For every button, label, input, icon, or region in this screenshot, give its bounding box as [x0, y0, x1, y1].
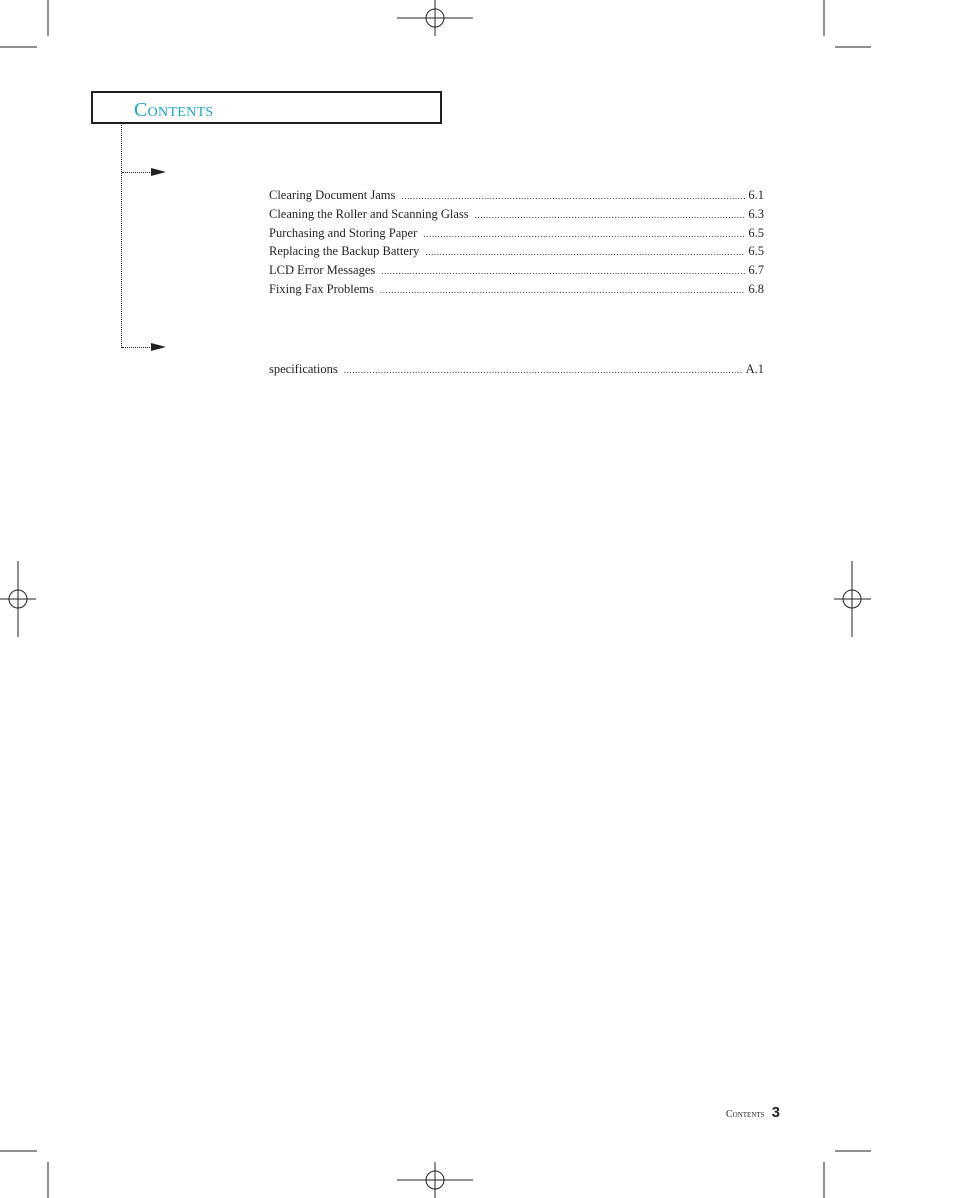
toc-entry[interactable]: [269, 280, 764, 299]
toc-list-section-1: [269, 186, 764, 299]
toc-entry[interactable]: [269, 205, 764, 224]
footer-label: Contents: [726, 1109, 765, 1120]
toc-entry[interactable]: [269, 186, 764, 205]
toc-entry-page: 6.3: [748, 206, 764, 221]
toc-entry-title: Replacing the Backup Battery: [269, 244, 420, 259]
dot-leader: [380, 281, 746, 300]
dotted-connector-section-1: [122, 172, 152, 173]
page-number: 3: [771, 1104, 780, 1121]
toc-entry-title: Fixing Fax Problems: [269, 281, 374, 296]
dot-leader: [475, 206, 746, 225]
registration-mark-bottom: [397, 1162, 473, 1198]
toc-entry-title: LCD Error Messages: [269, 263, 376, 278]
toc-entry[interactable]: [269, 224, 764, 243]
registration-mark-right: [834, 561, 871, 637]
toc-entry[interactable]: [269, 360, 764, 379]
page-title: Contents: [134, 99, 214, 121]
toc-list-section-2: [269, 360, 764, 379]
registration-mark-top: [397, 0, 473, 36]
registration-mark-left: [0, 561, 36, 637]
crop-mark-top-left: [0, 0, 48, 47]
toc-entry-title: specifications: [269, 362, 338, 376]
toc-entry-page: 6.8: [748, 281, 764, 296]
toc-entry-title: Cleaning the Roller and Scanning Glass: [269, 206, 469, 221]
dot-leader: [423, 225, 745, 244]
crop-mark-bottom-left: [0, 1151, 48, 1198]
dot-leader: [344, 361, 743, 380]
toc-entry-title: Purchasing and Storing Paper: [269, 225, 418, 240]
crop-mark-bottom-right: [824, 1151, 871, 1198]
toc-entry[interactable]: [269, 261, 764, 280]
toc-entry-page: 6.1: [748, 188, 764, 202]
toc-entry[interactable]: [269, 242, 764, 261]
page-footer: [726, 1104, 780, 1121]
toc-entry-page: 6.5: [748, 244, 764, 259]
dot-leader: [401, 187, 745, 206]
toc-entry-page: 6.5: [748, 225, 764, 240]
dotted-connector-section-2: [122, 347, 152, 348]
arrow-right-icon: [151, 168, 166, 176]
arrow-right-icon: [151, 343, 166, 351]
dotted-connector-vertical: [121, 125, 122, 348]
toc-entry-page: A.1: [745, 362, 764, 376]
crop-mark-top-right: [824, 0, 871, 47]
toc-entry-page: 6.7: [748, 263, 764, 278]
dot-leader: [381, 262, 745, 281]
toc-entry-title: Clearing Document Jams: [269, 188, 396, 202]
dot-leader: [425, 243, 745, 262]
